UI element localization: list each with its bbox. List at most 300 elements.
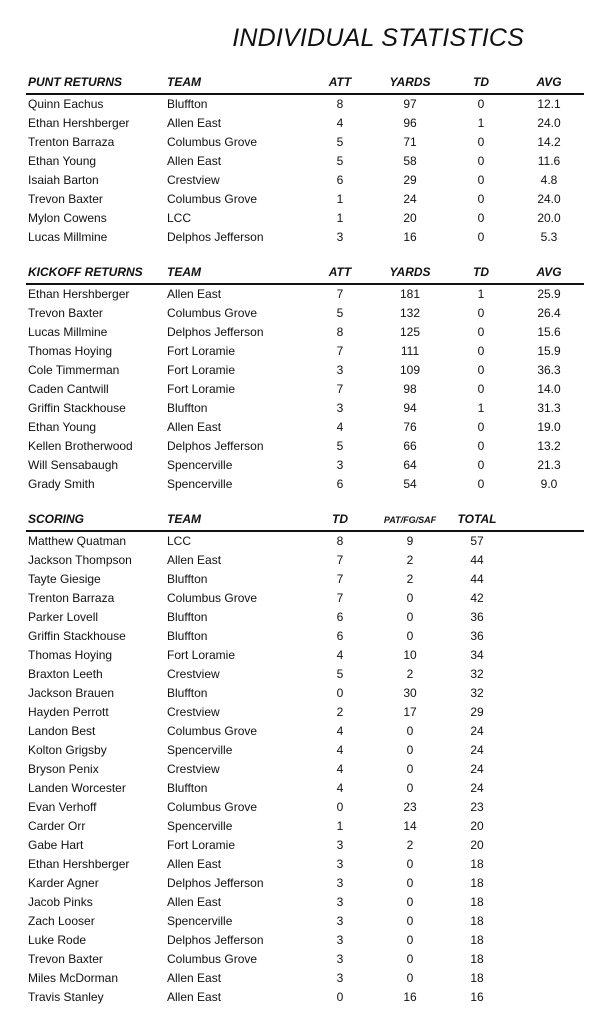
yards-value: 16 xyxy=(403,230,417,244)
total-value: 18 xyxy=(470,857,484,871)
pat-fg-saf-value: 0 xyxy=(406,971,414,985)
avg-value: 9.0 xyxy=(540,477,558,491)
player-name: Thomas Hoying xyxy=(28,648,113,662)
table-row xyxy=(26,779,584,798)
player-name: Trevon Baxter xyxy=(28,192,103,206)
pat-fg-saf-value: 0 xyxy=(406,724,414,738)
total-value: 18 xyxy=(470,952,484,966)
scoring-table xyxy=(26,511,584,1007)
td-value: 3 xyxy=(336,971,344,985)
pat-fg-saf-value: 0 xyxy=(406,895,414,909)
att-value: 3 xyxy=(336,230,344,244)
player-name: Mylon Cowens xyxy=(28,211,107,225)
avg-value: 14.0 xyxy=(537,382,561,396)
att-value: 5 xyxy=(336,135,344,149)
table-header xyxy=(26,264,584,285)
avg-value: 24.0 xyxy=(537,192,561,206)
yards-value: 125 xyxy=(399,325,421,339)
table-row xyxy=(26,114,584,133)
header-att: ATT xyxy=(328,75,352,89)
table-row xyxy=(26,969,584,988)
att-value: 3 xyxy=(336,458,344,472)
pat-fg-saf-value: 0 xyxy=(406,933,414,947)
table-row xyxy=(26,703,584,722)
total-value: 24 xyxy=(470,743,484,757)
td-value: 0 xyxy=(477,363,485,377)
total-value: 36 xyxy=(470,610,484,624)
table-row xyxy=(26,684,584,703)
team-name: Delphos Jefferson xyxy=(167,439,264,453)
team-name: Allen East xyxy=(167,971,222,985)
yards-value: 98 xyxy=(403,382,417,396)
table-row xyxy=(26,532,584,551)
yards-value: 71 xyxy=(403,135,417,149)
team-name: Delphos Jefferson xyxy=(167,933,264,947)
pat-fg-saf-value: 16 xyxy=(403,990,417,1004)
td-value: 0 xyxy=(477,306,485,320)
att-value: 6 xyxy=(336,173,344,187)
td-value: 0 xyxy=(477,439,485,453)
table-row xyxy=(26,304,584,323)
header-category: PUNT RETURNS xyxy=(28,75,123,89)
total-value: 18 xyxy=(470,876,484,890)
total-value: 18 xyxy=(470,895,484,909)
att-value: 3 xyxy=(336,363,344,377)
total-value: 16 xyxy=(470,990,484,1004)
player-name: Evan Verhoff xyxy=(28,800,97,814)
team-name: Fort Loramie xyxy=(167,382,236,396)
pat-fg-saf-value: 2 xyxy=(406,572,414,586)
team-name: Allen East xyxy=(167,116,222,130)
player-name: Matthew Quatman xyxy=(28,534,127,548)
player-name: Isaiah Barton xyxy=(28,173,99,187)
td-value: 1 xyxy=(477,287,485,301)
td-value: 0 xyxy=(477,477,485,491)
total-value: 44 xyxy=(470,572,484,586)
pat-fg-saf-value: 0 xyxy=(406,781,414,795)
att-value: 3 xyxy=(336,401,344,415)
header-td: TD xyxy=(473,265,489,279)
td-value: 6 xyxy=(336,629,344,643)
table-row xyxy=(26,646,584,665)
player-name: Ethan Hershberger xyxy=(28,287,130,301)
td-value: 5 xyxy=(336,667,344,681)
pat-fg-saf-value: 0 xyxy=(406,762,414,776)
player-name: Karder Agner xyxy=(28,876,99,890)
player-name: Jacob Pinks xyxy=(28,895,93,909)
yards-value: 54 xyxy=(403,477,417,491)
player-name: Zach Looser xyxy=(28,914,95,928)
td-value: 2 xyxy=(336,705,344,719)
table-row xyxy=(26,380,584,399)
table-row xyxy=(26,627,584,646)
pat-fg-saf-value: 0 xyxy=(406,876,414,890)
table-row xyxy=(26,228,584,247)
player-name: Braxton Leeth xyxy=(28,667,103,681)
table-row xyxy=(26,798,584,817)
team-name: Spencerville xyxy=(167,458,233,472)
table-row xyxy=(26,190,584,209)
player-name: Ethan Young xyxy=(28,420,97,434)
td-value: 3 xyxy=(336,895,344,909)
table-row xyxy=(26,817,584,836)
team-name: Spencerville xyxy=(167,743,233,757)
player-name: Ethan Hershberger xyxy=(28,857,130,871)
table-row xyxy=(26,931,584,950)
total-value: 20 xyxy=(470,819,484,833)
td-value: 0 xyxy=(477,325,485,339)
td-value: 3 xyxy=(336,876,344,890)
yards-value: 111 xyxy=(400,344,420,358)
table-row xyxy=(26,741,584,760)
att-value: 7 xyxy=(336,344,344,358)
pat-fg-saf-value: 14 xyxy=(403,819,417,833)
header-avg: AVG xyxy=(536,265,562,279)
att-value: 8 xyxy=(336,97,344,111)
att-value: 6 xyxy=(336,477,344,491)
yards-value: 97 xyxy=(403,97,417,111)
total-value: 29 xyxy=(470,705,484,719)
team-name: Bluffton xyxy=(167,629,208,643)
td-value: 3 xyxy=(336,952,344,966)
yards-value: 20 xyxy=(403,211,417,225)
team-name: Allen East xyxy=(167,895,222,909)
td-value: 4 xyxy=(336,724,344,738)
total-value: 32 xyxy=(470,667,484,681)
table-row xyxy=(26,209,584,228)
table-row xyxy=(26,551,584,570)
avg-value: 20.0 xyxy=(537,211,561,225)
player-name: Landen Worcester xyxy=(28,781,126,795)
pat-fg-saf-value: 23 xyxy=(403,800,417,814)
player-name: Carder Orr xyxy=(28,819,86,833)
player-name: Travis Stanley xyxy=(28,990,104,1004)
table-row xyxy=(26,171,584,190)
player-name: Parker Lovell xyxy=(28,610,99,624)
team-name: Delphos Jefferson xyxy=(167,876,264,890)
total-value: 18 xyxy=(470,933,484,947)
pat-fg-saf-value: 0 xyxy=(406,857,414,871)
pat-fg-saf-value: 10 xyxy=(403,648,417,662)
player-name: Tayte Giesige xyxy=(28,572,101,586)
td-value: 4 xyxy=(336,762,344,776)
punt-returns-table xyxy=(26,74,584,247)
td-value: 0 xyxy=(477,344,485,358)
player-name: Thomas Hoying xyxy=(28,344,113,358)
td-value: 0 xyxy=(336,990,344,1004)
att-value: 7 xyxy=(336,287,344,301)
header-att: ATT xyxy=(328,265,352,279)
team-name: Crestview xyxy=(167,762,220,776)
table-row xyxy=(26,152,584,171)
avg-value: 36.3 xyxy=(537,363,561,377)
table-row xyxy=(26,950,584,969)
pat-fg-saf-value: 0 xyxy=(406,952,414,966)
td-value: 0 xyxy=(477,230,485,244)
player-name: Trevon Baxter xyxy=(28,952,103,966)
pat-fg-saf-value: 0 xyxy=(406,743,414,757)
yards-value: 24 xyxy=(403,192,417,206)
table-row xyxy=(26,323,584,342)
player-name: Ethan Young xyxy=(28,154,97,168)
td-value: 8 xyxy=(336,534,344,548)
team-name: Fort Loramie xyxy=(167,838,236,852)
team-name: Fort Loramie xyxy=(167,648,236,662)
player-name: Griffin Stackhouse xyxy=(28,629,126,643)
avg-value: 15.6 xyxy=(537,325,561,339)
table-row xyxy=(26,285,584,304)
table-row xyxy=(26,399,584,418)
avg-value: 14.2 xyxy=(537,135,561,149)
table-header xyxy=(26,511,584,532)
pat-fg-saf-value: 0 xyxy=(406,629,414,643)
td-value: 0 xyxy=(477,97,485,111)
team-name: Delphos Jefferson xyxy=(167,325,264,339)
att-value: 1 xyxy=(336,192,344,206)
td-value: 4 xyxy=(336,648,344,662)
player-name: Griffin Stackhouse xyxy=(28,401,126,415)
total-value: 24 xyxy=(470,762,484,776)
total-value: 42 xyxy=(470,591,484,605)
pat-fg-saf-value: 17 xyxy=(403,705,417,719)
avg-value: 4.8 xyxy=(540,173,558,187)
td-value: 4 xyxy=(336,781,344,795)
player-name: Trevon Baxter xyxy=(28,306,103,320)
header-td: TD xyxy=(332,512,348,526)
team-name: Bluffton xyxy=(167,686,208,700)
td-value: 3 xyxy=(336,838,344,852)
table-row xyxy=(26,361,584,380)
table-row xyxy=(26,608,584,627)
table-row xyxy=(26,988,584,1007)
team-name: Fort Loramie xyxy=(167,363,236,377)
avg-value: 24.0 xyxy=(537,116,561,130)
td-value: 0 xyxy=(477,154,485,168)
avg-value: 25.9 xyxy=(537,287,561,301)
team-name: Spencerville xyxy=(167,914,233,928)
header-total: TOTAL xyxy=(457,512,497,526)
td-value: 0 xyxy=(477,211,485,225)
team-name: Bluffton xyxy=(167,97,208,111)
total-value: 36 xyxy=(470,629,484,643)
table-row xyxy=(26,722,584,741)
avg-value: 19.0 xyxy=(537,420,561,434)
pat-fg-saf-value: 0 xyxy=(406,610,414,624)
player-name: Landon Best xyxy=(28,724,96,738)
header-td: TD xyxy=(473,75,489,89)
table-row xyxy=(26,570,584,589)
team-name: Columbus Grove xyxy=(167,952,258,966)
table-row xyxy=(26,437,584,456)
player-name: Cole Timmerman xyxy=(28,363,120,377)
att-value: 7 xyxy=(336,382,344,396)
td-value: 1 xyxy=(477,116,485,130)
avg-value: 5.3 xyxy=(540,230,558,244)
team-name: Allen East xyxy=(167,154,222,168)
avg-value: 26.4 xyxy=(537,306,561,320)
total-value: 18 xyxy=(470,971,484,985)
header-pat-fg-saf: PAT/FG/SAF xyxy=(383,515,437,525)
team-name: Allen East xyxy=(167,857,222,871)
header-team: TEAM xyxy=(167,75,201,89)
att-value: 8 xyxy=(336,325,344,339)
player-name: Lucas Millmine xyxy=(28,230,108,244)
player-name: Lucas Millmine xyxy=(28,325,108,339)
td-value: 3 xyxy=(336,933,344,947)
header-team: TEAM xyxy=(167,265,201,279)
team-name: Bluffton xyxy=(167,572,208,586)
team-name: LCC xyxy=(167,534,192,548)
td-value: 7 xyxy=(336,591,344,605)
team-name: Allen East xyxy=(167,420,222,434)
td-value: 7 xyxy=(336,572,344,586)
player-name: Will Sensabaugh xyxy=(28,458,119,472)
team-name: Spencerville xyxy=(167,819,233,833)
td-value: 0 xyxy=(477,458,485,472)
kickoff-returns-table xyxy=(26,264,584,494)
header-team: TEAM xyxy=(167,512,201,526)
team-name: Bluffton xyxy=(167,401,208,415)
team-name: Delphos Jefferson xyxy=(167,230,264,244)
yards-value: 109 xyxy=(399,363,421,377)
td-value: 0 xyxy=(336,800,344,814)
team-name: Allen East xyxy=(167,287,222,301)
team-name: Columbus Grove xyxy=(167,800,258,814)
table-row xyxy=(26,760,584,779)
header-category: SCORING xyxy=(28,512,85,526)
total-value: 32 xyxy=(470,686,484,700)
player-name: Jackson Thompson xyxy=(28,553,132,567)
header-yards: YARDS xyxy=(389,75,431,89)
pat-fg-saf-value: 0 xyxy=(406,914,414,928)
team-name: Columbus Grove xyxy=(167,306,258,320)
pat-fg-saf-value: 2 xyxy=(406,667,414,681)
att-value: 1 xyxy=(336,211,344,225)
total-value: 44 xyxy=(470,553,484,567)
team-name: Fort Loramie xyxy=(167,344,236,358)
team-name: Columbus Grove xyxy=(167,135,258,149)
player-name: Bryson Penix xyxy=(28,762,99,776)
td-value: 0 xyxy=(336,686,344,700)
table-row xyxy=(26,589,584,608)
yards-value: 58 xyxy=(403,154,417,168)
player-name: Luke Rode xyxy=(28,933,87,947)
team-name: Bluffton xyxy=(167,610,208,624)
pat-fg-saf-value: 2 xyxy=(406,838,414,852)
table-row xyxy=(26,418,584,437)
table-row xyxy=(26,342,584,361)
total-value: 24 xyxy=(470,724,484,738)
yards-value: 29 xyxy=(403,173,417,187)
yards-value: 76 xyxy=(403,420,417,434)
team-name: Spencerville xyxy=(167,477,233,491)
player-name: Trenton Barraza xyxy=(28,591,115,605)
player-name: Quinn Eachus xyxy=(28,97,104,111)
td-value: 3 xyxy=(336,857,344,871)
td-value: 0 xyxy=(477,420,485,434)
total-value: 18 xyxy=(470,914,484,928)
att-value: 4 xyxy=(336,116,344,130)
team-name: LCC xyxy=(167,211,192,225)
td-value: 6 xyxy=(336,610,344,624)
att-value: 5 xyxy=(336,439,344,453)
td-value: 3 xyxy=(336,914,344,928)
att-value: 5 xyxy=(336,154,344,168)
yards-value: 94 xyxy=(403,401,417,415)
total-value: 23 xyxy=(470,800,484,814)
player-name: Gabe Hart xyxy=(28,838,84,852)
avg-value: 21.3 xyxy=(537,458,561,472)
player-name: Jackson Brauen xyxy=(28,686,115,700)
player-name: Miles McDorman xyxy=(28,971,119,985)
player-name: Grady Smith xyxy=(28,477,95,491)
total-value: 57 xyxy=(470,534,484,548)
header-category: KICKOFF RETURNS xyxy=(28,265,143,279)
td-value: 1 xyxy=(477,401,485,415)
avg-value: 13.2 xyxy=(537,439,561,453)
table-row xyxy=(26,855,584,874)
header-avg: AVG xyxy=(536,75,562,89)
player-name: Ethan Hershberger xyxy=(28,116,130,130)
td-value: 1 xyxy=(336,819,344,833)
team-name: Columbus Grove xyxy=(167,192,258,206)
att-value: 4 xyxy=(336,420,344,434)
pat-fg-saf-value: 30 xyxy=(403,686,417,700)
total-value: 20 xyxy=(470,838,484,852)
table-header xyxy=(26,74,584,95)
yards-value: 66 xyxy=(403,439,417,453)
td-value: 0 xyxy=(477,135,485,149)
table-row xyxy=(26,874,584,893)
pat-fg-saf-value: 2 xyxy=(406,553,414,567)
team-name: Crestview xyxy=(167,705,220,719)
yards-value: 64 xyxy=(403,458,417,472)
avg-value: 11.6 xyxy=(537,154,561,168)
avg-value: 31.3 xyxy=(537,401,561,415)
table-row xyxy=(26,836,584,855)
pat-fg-saf-value: 0 xyxy=(406,591,414,605)
player-name: Trenton Barraza xyxy=(28,135,115,149)
player-name: Caden Cantwill xyxy=(28,382,109,396)
att-value: 5 xyxy=(336,306,344,320)
table-row xyxy=(26,912,584,931)
total-value: 24 xyxy=(470,781,484,795)
header-yards: YARDS xyxy=(389,265,431,279)
page-title: INDIVIDUAL STATISTICS xyxy=(232,24,524,52)
table-row xyxy=(26,475,584,494)
team-name: Crestview xyxy=(167,667,220,681)
player-name: Hayden Perrott xyxy=(28,705,109,719)
team-name: Columbus Grove xyxy=(167,591,258,605)
player-name: Kellen Brotherwood xyxy=(28,439,133,453)
avg-value: 15.9 xyxy=(537,344,561,358)
table-row xyxy=(26,133,584,152)
table-row xyxy=(26,893,584,912)
td-value: 0 xyxy=(477,382,485,396)
td-value: 7 xyxy=(336,553,344,567)
team-name: Allen East xyxy=(167,990,222,1004)
table-row xyxy=(26,665,584,684)
td-value: 0 xyxy=(477,173,485,187)
yards-value: 96 xyxy=(403,116,417,130)
table-row xyxy=(26,456,584,475)
team-name: Allen East xyxy=(167,553,222,567)
yards-value: 181 xyxy=(399,287,421,301)
avg-value: 12.1 xyxy=(537,97,561,111)
total-value: 34 xyxy=(470,648,484,662)
td-value: 0 xyxy=(477,192,485,206)
player-name: Kolton Grigsby xyxy=(28,743,107,757)
